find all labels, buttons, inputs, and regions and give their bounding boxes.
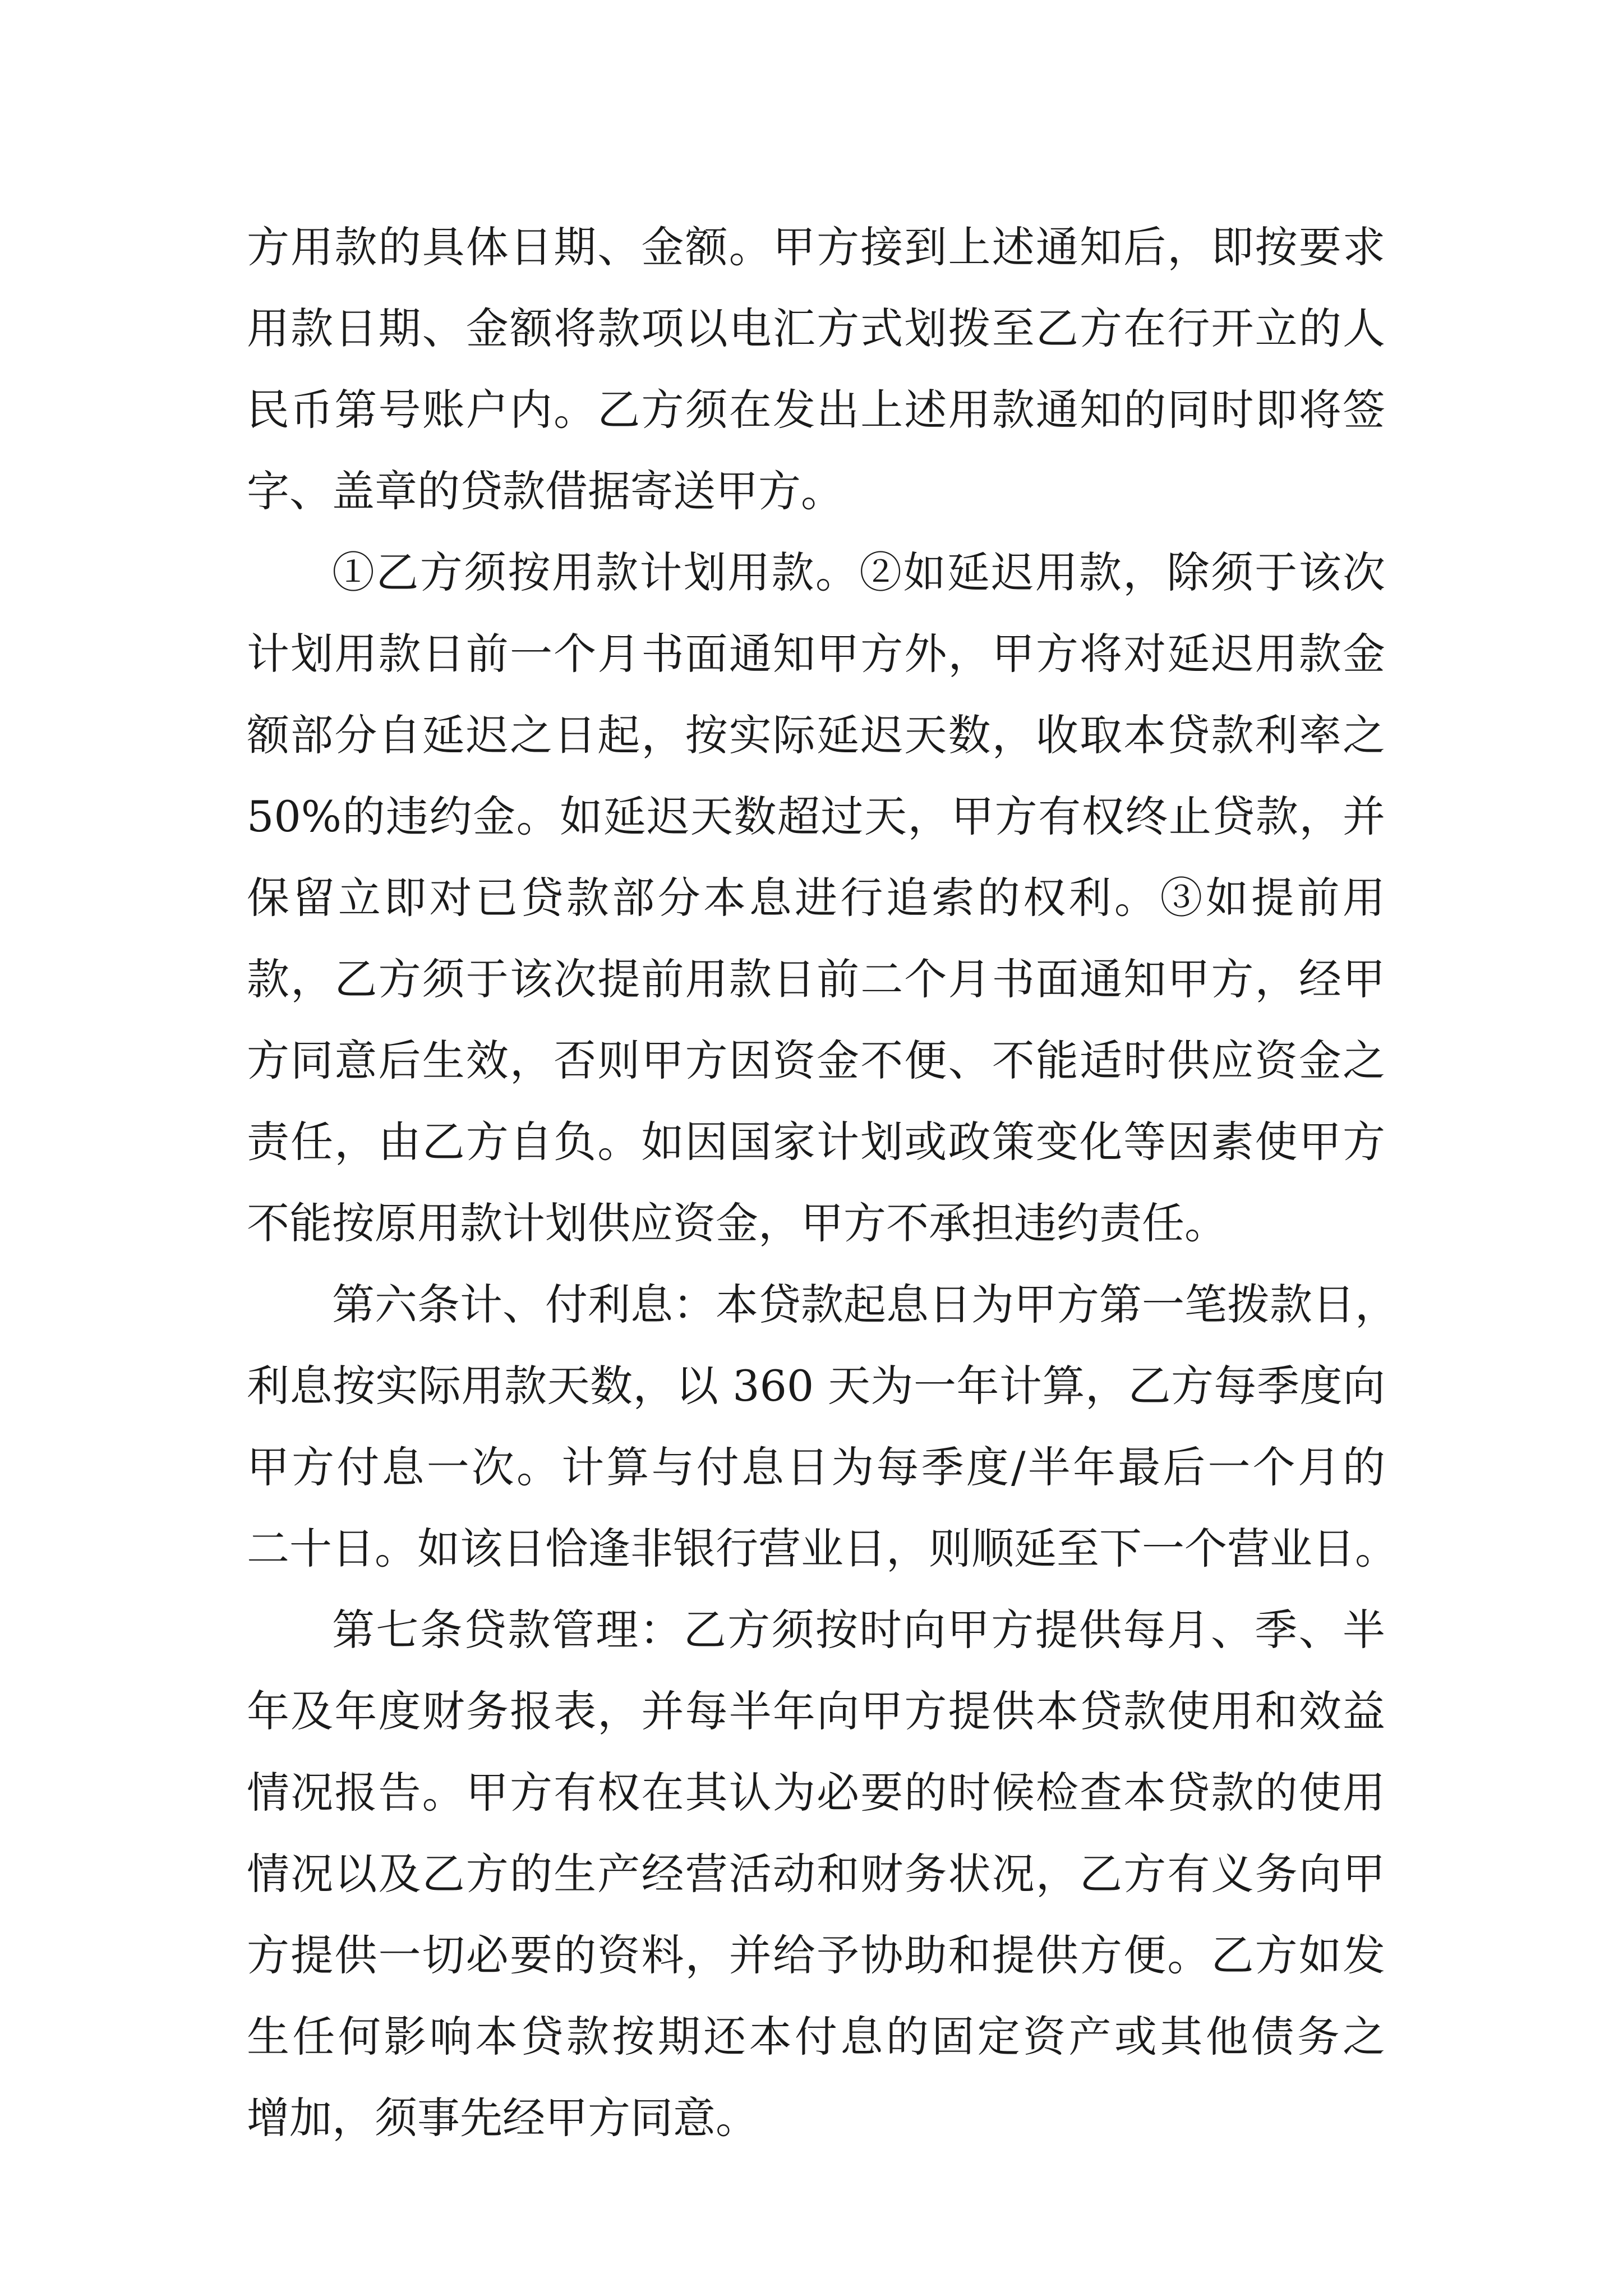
text-line: 第六条计、付利息：本贷款起息日为甲方第一笔拨款日， [332, 1280, 1398, 1329]
text-line: 甲方付息一次。计算与付息日为每季度/半年最后一个月的 [247, 1442, 1385, 1492]
text-line: 利息按实际用款天数，以 360 天为一年计算，乙方每季度向 [247, 1361, 1385, 1411]
text-line: 第七条贷款管理：乙方须按时向甲方提供每月、季、半 [332, 1605, 1385, 1655]
document-body [247, 206, 1398, 2159]
text-line: 民币第号账户内。乙方须在发出上述用款通知的同时即将签 [247, 385, 1385, 435]
text-line: 不能按原用款计划供应资金，甲方不承担违约责任。 [247, 1198, 1227, 1248]
text-line: 情况以及乙方的生产经营活动和财务状况，乙方有义务向甲 [247, 1849, 1385, 1899]
text-line: 款，乙方须于该次提前用款日前二个月书面通知甲方，经甲 [247, 954, 1385, 1004]
text-line: 保留立即对已贷款部分本息进行追索的权利。③如提前用 [247, 873, 1385, 923]
text-line: ①乙方须按用款计划用款。②如延迟用款，除须于该次 [332, 547, 1385, 597]
text-line: 计划用款日前一个月书面通知甲方外，甲方将对延迟用款金 [247, 629, 1385, 679]
text-line: 生任何影响本贷款按期还本付息的固定资产或其他债务之 [247, 2012, 1385, 2062]
text-line: 50%的违约金。如延迟天数超过天，甲方有权终止贷款，并 [247, 792, 1385, 841]
text-line: 方提供一切必要的资料，并给予协助和提供方便。乙方如发 [247, 1930, 1385, 1980]
text-line: 年及年度财务报表，并每半年向甲方提供本贷款使用和效益 [247, 1686, 1385, 1736]
text-line: 情况报告。甲方有权在其认为必要的时候检查本贷款的使用 [247, 1768, 1385, 1818]
text-line: 增加，须事先经甲方同意。 [247, 2093, 758, 2143]
text-line: 方用款的具体日期、金额。甲方接到上述通知后，即按要求 [247, 222, 1385, 272]
text-line: 方同意后生效，否则甲方因资金不便、不能适时供应资金之 [247, 1036, 1385, 1085]
text-line: 字、盖章的贷款借据寄送甲方。 [247, 466, 843, 516]
text-line: 二十日。如该日恰逢非银行营业日，则顺延至下一个营业日。 [247, 1524, 1398, 1573]
text-line: 额部分自延迟之日起，按实际延迟天数，收取本贷款利率之 [247, 710, 1385, 760]
text-line: 责任，由乙方自负。如因国家计划或政策变化等因素使甲方 [247, 1117, 1385, 1167]
text-line: 用款日期、金额将款项以电汇方式划拨至乙方在行开立的人 [247, 303, 1385, 353]
